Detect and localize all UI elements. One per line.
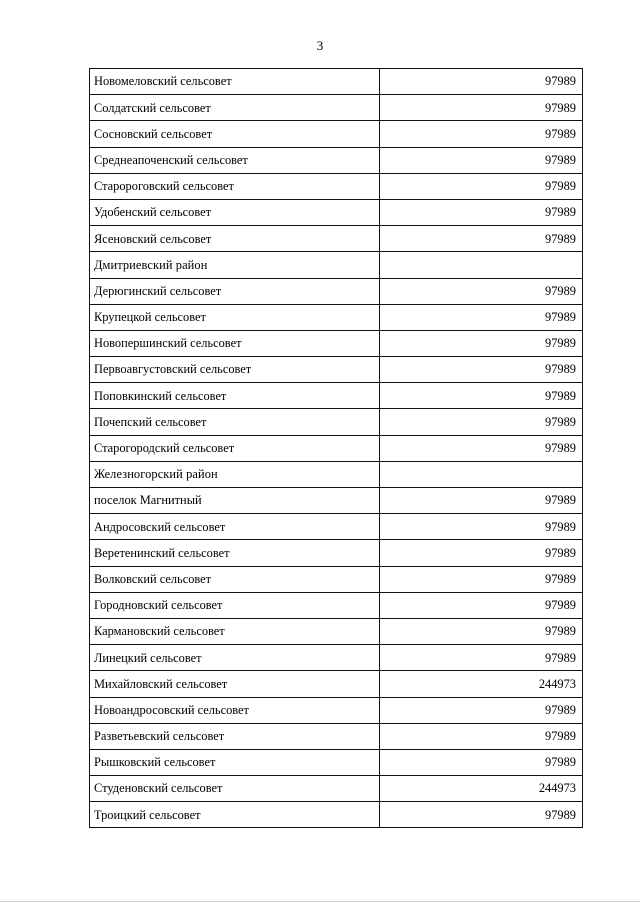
table-row: [90, 278, 583, 304]
allocation-value: 97989: [380, 802, 583, 828]
municipality-name: Почепский сельсовет: [90, 409, 380, 435]
municipality-name: Разветьевский сельсовет: [90, 723, 380, 749]
table-row: [90, 383, 583, 409]
allocation-value: 97989: [380, 514, 583, 540]
allocation-value: 97989: [380, 749, 583, 775]
allocation-value: 97989: [380, 278, 583, 304]
allocation-value: 97989: [380, 199, 583, 225]
table-row: [90, 409, 583, 435]
table-row: [90, 802, 583, 828]
municipality-name: Линецкий сельсовет: [90, 645, 380, 671]
municipality-name: Среднеапоченский сельсовет: [90, 147, 380, 173]
allocation-value: 97989: [380, 147, 583, 173]
municipality-name: Андросовский сельсовет: [90, 514, 380, 540]
allocation-value: 244973: [380, 776, 583, 802]
district-row: [90, 252, 583, 278]
table-row: [90, 697, 583, 723]
table-row: [90, 514, 583, 540]
allocation-value: 97989: [380, 618, 583, 644]
municipality-name: поселок Магнитный: [90, 488, 380, 514]
district-name: Железногорский район: [90, 461, 380, 487]
allocation-value: [380, 252, 583, 278]
municipality-name: Веретенинский сельсовет: [90, 540, 380, 566]
allocation-value: 97989: [380, 304, 583, 330]
municipality-name: Сосновский сельсовет: [90, 121, 380, 147]
municipality-name: Троицкий сельсовет: [90, 802, 380, 828]
allocation-value: 97989: [380, 95, 583, 121]
allocation-value: 97989: [380, 697, 583, 723]
municipality-name: Новопершинский сельсовет: [90, 330, 380, 356]
allocation-table-body: [90, 69, 583, 828]
table-row: [90, 618, 583, 644]
table-row: [90, 645, 583, 671]
table-row: [90, 749, 583, 775]
table-row: [90, 121, 583, 147]
district-row: [90, 461, 583, 487]
municipality-name: Михайловский сельсовет: [90, 671, 380, 697]
allocation-value: 97989: [380, 330, 583, 356]
district-name: Дмитриевский район: [90, 252, 380, 278]
allocation-value: 97989: [380, 173, 583, 199]
municipality-name: Новомеловский сельсовет: [90, 69, 380, 95]
allocation-value: 97989: [380, 723, 583, 749]
allocation-value: 97989: [380, 357, 583, 383]
allocation-value: 97989: [380, 592, 583, 618]
allocation-value: 97989: [380, 645, 583, 671]
allocation-value: 97989: [380, 383, 583, 409]
municipality-name: Студеновский сельсовет: [90, 776, 380, 802]
table-row: [90, 566, 583, 592]
table-row: [90, 592, 583, 618]
allocation-table: [89, 68, 583, 828]
municipality-name: Первоавгустовский сельсовет: [90, 357, 380, 383]
allocation-value: 97989: [380, 435, 583, 461]
allocation-value: 97989: [380, 69, 583, 95]
table-row: [90, 357, 583, 383]
municipality-name: Крупецкой сельсовет: [90, 304, 380, 330]
allocation-value: 97989: [380, 409, 583, 435]
municipality-name: Поповкинский сельсовет: [90, 383, 380, 409]
municipality-name: Старогородский сельсовет: [90, 435, 380, 461]
allocation-value: 97989: [380, 226, 583, 252]
allocation-value: 97989: [380, 121, 583, 147]
municipality-name: Удобенский сельсовет: [90, 199, 380, 225]
table-row: [90, 330, 583, 356]
table-row: [90, 671, 583, 697]
table-row: [90, 69, 583, 95]
municipality-name: Старороговский сельсовет: [90, 173, 380, 199]
municipality-name: Кармановский сельсовет: [90, 618, 380, 644]
page-bottom-edge: [0, 901, 640, 902]
table-row: [90, 147, 583, 173]
allocation-value: [380, 461, 583, 487]
municipality-name: Солдатский сельсовет: [90, 95, 380, 121]
municipality-name: Рышковский сельсовет: [90, 749, 380, 775]
table-row: [90, 199, 583, 225]
table-row: [90, 488, 583, 514]
municipality-name: Волковский сельсовет: [90, 566, 380, 592]
municipality-name: Городновский сельсовет: [90, 592, 380, 618]
table-row: [90, 435, 583, 461]
table-row: [90, 540, 583, 566]
allocation-value: 244973: [380, 671, 583, 697]
table-row: [90, 95, 583, 121]
municipality-name: Новоандросовский сельсовет: [90, 697, 380, 723]
table-row: [90, 776, 583, 802]
table-row: [90, 173, 583, 199]
table-row: [90, 723, 583, 749]
municipality-name: Ясеновский сельсовет: [90, 226, 380, 252]
allocation-value: 97989: [380, 488, 583, 514]
municipality-name: Дерюгинский сельсовет: [90, 278, 380, 304]
allocation-value: 97989: [380, 540, 583, 566]
table-row: [90, 226, 583, 252]
table-row: [90, 304, 583, 330]
page-number: 3: [316, 38, 324, 53]
allocation-value: 97989: [380, 566, 583, 592]
